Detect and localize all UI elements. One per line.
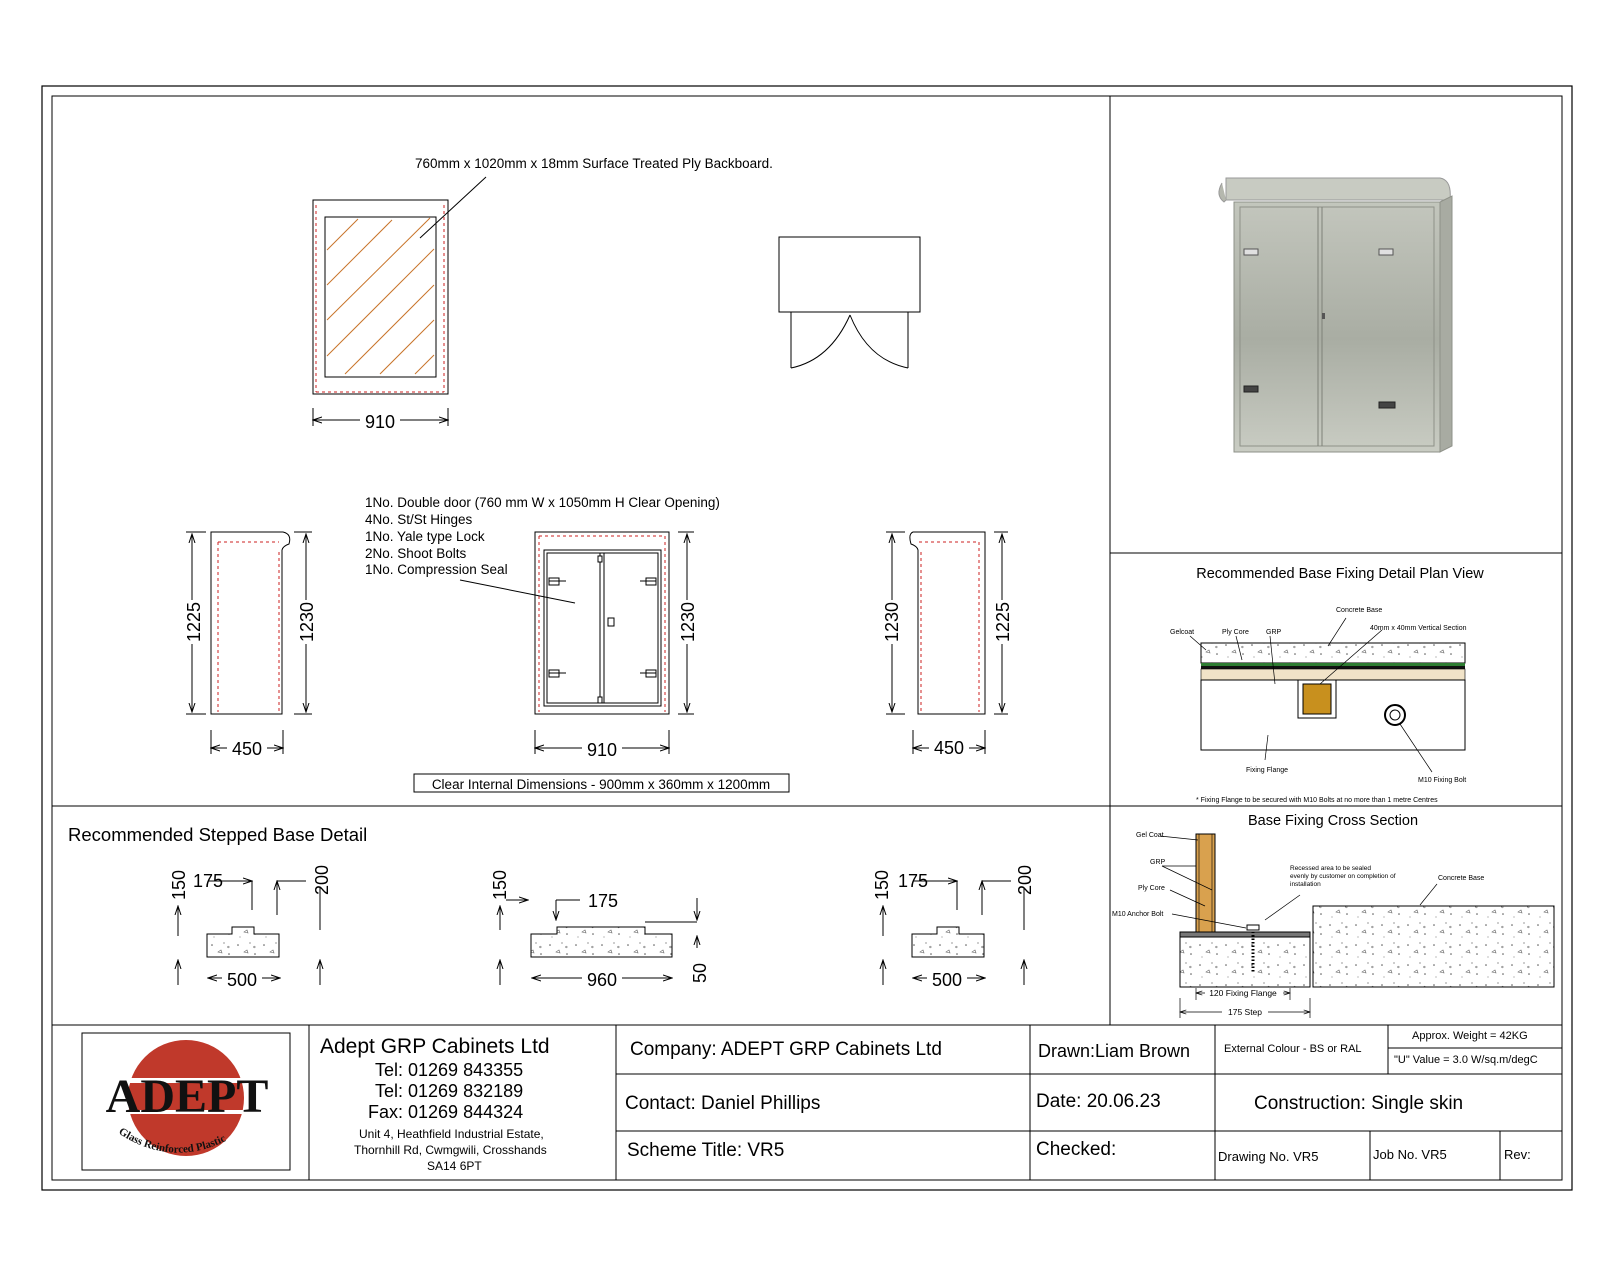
svg-text:175: 175 — [587, 891, 619, 911]
cabinet-render — [1219, 178, 1452, 452]
base-fixing-plan — [1170, 566, 1484, 804]
spec-note-5: 1No. Compression Seal — [365, 562, 508, 577]
scheme-field: Scheme Title: VR5 — [627, 1140, 785, 1161]
svg-text:40mm x 40mm Vertical Section: 40mm x 40mm Vertical Section — [1370, 625, 1467, 632]
svg-text:150: 150 — [872, 869, 892, 901]
svg-text:GRP: GRP — [1150, 859, 1166, 866]
svg-text:Fixing Flange: Fixing Flange — [1246, 767, 1289, 774]
svg-text:175 Step: 175 Step — [1227, 1007, 1263, 1017]
checked-field: Checked: — [1036, 1139, 1117, 1160]
dim-left-width: 450 — [231, 739, 263, 759]
svg-text:200: 200 — [1015, 864, 1035, 896]
spec-note-4: 2No. Shoot Bolts — [365, 546, 467, 561]
plan-view-doors — [779, 237, 920, 368]
stepped-base — [68, 824, 1035, 990]
svg-text:50: 50 — [690, 962, 710, 984]
svg-text:150: 150 — [169, 869, 189, 901]
date-field: Date: 20.06.23 — [1036, 1091, 1161, 1112]
company-field: Company: ADEPT GRP Cabinets Ltd — [630, 1039, 942, 1060]
svg-text:Base Fixing Cross Section: Base Fixing Cross Section — [1247, 813, 1419, 829]
svg-text:Concrete Base: Concrete Base — [1438, 875, 1485, 882]
dim-front-width: 910 — [586, 740, 618, 760]
dim-right-outer: 1225 — [993, 601, 1013, 643]
svg-text:150: 150 — [490, 869, 510, 901]
spec-note-2: 4No. St/St Hinges — [365, 512, 473, 527]
address-1: Unit 4, Heathfield Industrial Estate, — [359, 1127, 544, 1141]
address-3: SA14 6PT — [427, 1159, 482, 1173]
svg-text:200: 200 — [312, 864, 332, 896]
svg-text:120 Fixing Flange: 120 Fixing Flange — [1209, 988, 1277, 998]
dim-front-height: 1230 — [678, 601, 698, 643]
svg-text:Ply Core: Ply Core — [1222, 629, 1249, 636]
approx-weight: Approx. Weight = 42KG — [1412, 1030, 1528, 1042]
company-name: Adept GRP Cabinets Ltd — [320, 1035, 550, 1058]
svg-text:960: 960 — [586, 970, 618, 990]
tel-1: Tel: 01269 843355 — [375, 1060, 524, 1080]
spec-note-3: 1No. Yale type Lock — [365, 529, 485, 544]
adept-logo — [106, 1040, 269, 1156]
dim-left-outer: 1225 — [184, 601, 204, 643]
svg-text:175: 175 — [192, 871, 224, 891]
svg-text:GRP: GRP — [1266, 629, 1282, 636]
backboard-note: 760mm x 1020mm x 18mm Surface Treated Ply Backboard. — [415, 156, 773, 171]
fax: Fax: 01269 844324 — [368, 1102, 524, 1122]
external-colour: External Colour - BS or RAL — [1224, 1043, 1362, 1055]
rev-field: Rev: — [1504, 1147, 1531, 1162]
u-value: "U" Value = 3.0 W/sq.m/degC — [1394, 1054, 1538, 1066]
svg-text:Gel Coat: Gel Coat — [1136, 832, 1164, 839]
svg-text:Concrete Base: Concrete Base — [1336, 607, 1383, 614]
svg-text:evenly by customer on completi: evenly by customer on completion of — [1290, 873, 1396, 880]
dim-right-width: 450 — [933, 738, 965, 758]
svg-text:Glass Reinforced Plastic: Glass Reinforced Plastic — [116, 1125, 228, 1156]
base-fixing-cross-section — [1112, 813, 1554, 1018]
svg-text:M10 Anchor Bolt: M10 Anchor Bolt — [1112, 911, 1164, 918]
construction-field: Construction: Single skin — [1254, 1093, 1464, 1114]
dim-right-inner: 1230 — [882, 601, 902, 643]
dim-left-inner: 1230 — [297, 601, 317, 643]
job-no: Job No. VR5 — [1373, 1147, 1447, 1162]
plan-title: Recommended Base Fixing Detail Plan View — [1196, 566, 1484, 582]
svg-text:* Fixing Flange to be secured: * Fixing Flange to be secured with M10 Bolts at no more than 1 metre Centres — [1196, 797, 1438, 804]
internal-dims: Clear Internal Dimensions - 900mm x 360mm x 1200mm — [431, 777, 771, 792]
spec-note-1: 1No. Double door (760 mm W x 1050mm H Clear Opening) — [365, 495, 720, 510]
svg-text:Recessed area to be sealed: Recessed area to be sealed — [1290, 865, 1371, 872]
right-side-view — [882, 532, 1013, 758]
contact-field: Contact: Daniel Phillips — [625, 1093, 821, 1114]
svg-text:Gelcoat: Gelcoat — [1170, 629, 1195, 636]
svg-text:175: 175 — [897, 871, 929, 891]
svg-text:installation: installation — [1290, 881, 1321, 888]
address-2: Thornhill Rd, Cwmgwili, Crosshands — [354, 1143, 547, 1157]
svg-text:500: 500 — [226, 970, 258, 990]
svg-text:ADEPT: ADEPT — [105, 1070, 269, 1123]
stepped-title: Recommended Stepped Base Detail — [68, 824, 368, 845]
dim-top-width: 910 — [364, 412, 396, 432]
drawn-field: Drawn:Liam Brown — [1038, 1041, 1191, 1061]
backboard-view — [313, 177, 486, 432]
drawing-no: Drawing No. VR5 — [1218, 1149, 1319, 1164]
svg-text:Ply Core: Ply Core — [1138, 885, 1165, 892]
svg-text:M10 Fixing Bolt: M10 Fixing Bolt — [1418, 777, 1467, 784]
svg-text:500: 500 — [931, 970, 963, 990]
left-side-view — [183, 532, 317, 759]
tel-2: Tel: 01269 832189 — [375, 1081, 524, 1101]
